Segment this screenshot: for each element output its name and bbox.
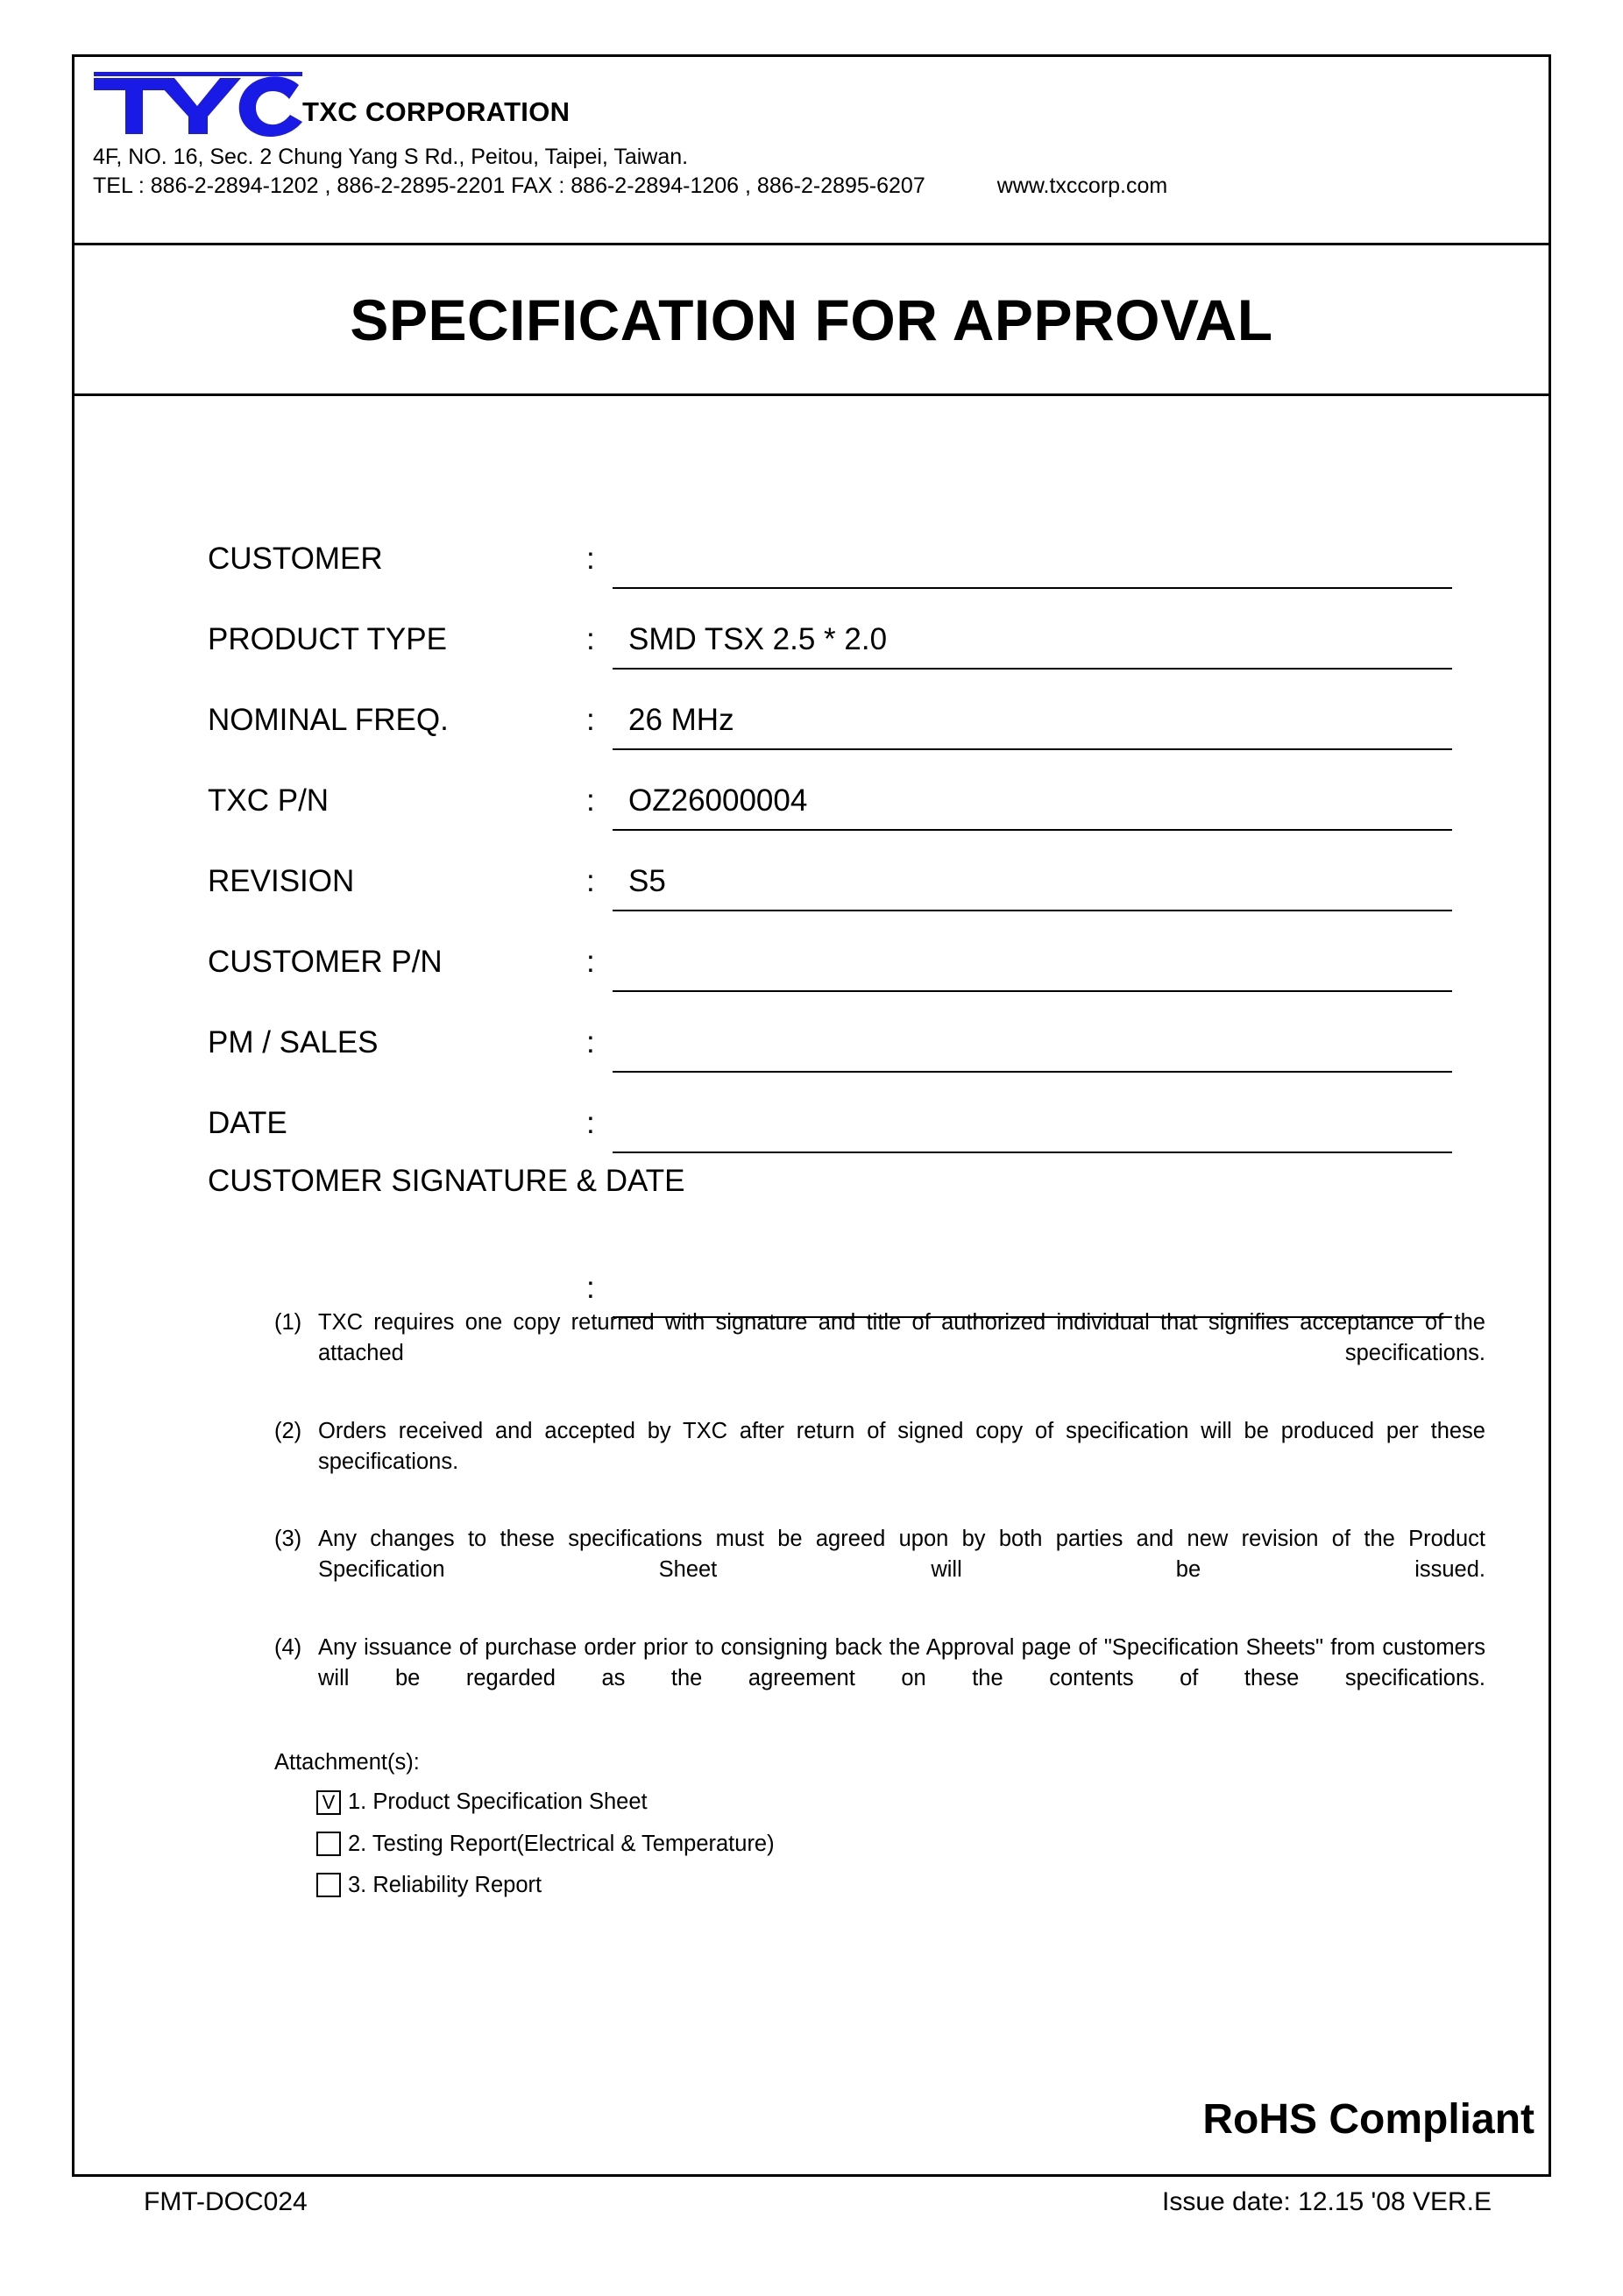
- checkbox-icon[interactable]: [316, 1832, 341, 1856]
- form-label: TXC P/N: [208, 783, 330, 818]
- form-colon: :: [586, 703, 595, 737]
- form-row-product-type: [208, 589, 1452, 670]
- note-number: (2): [274, 1418, 302, 1443]
- form-label: CUSTOMER: [208, 542, 383, 576]
- form-value-date[interactable]: [613, 1106, 1452, 1153]
- form-colon: :: [586, 783, 595, 818]
- footer-doc-id: FMT-DOC024: [144, 2187, 308, 2216]
- terms-notes: [274, 1307, 1485, 1911]
- contact-row: [90, 172, 1533, 201]
- note-item: [274, 1416, 1485, 1509]
- document-frame: [72, 54, 1551, 2177]
- note-item: [274, 1307, 1485, 1400]
- attachments-list: [274, 1787, 1485, 1901]
- form-label: CUSTOMER P/N: [208, 945, 443, 979]
- form-label: PM / SALES: [208, 1025, 379, 1059]
- form-row-pm-sales: [208, 992, 1452, 1073]
- note-text: TXC requires one copy returned with signature and title of authorized individual that signifies acceptance of the attached specifications.: [318, 1310, 1485, 1366]
- form-value-product-type[interactable]: SMD TSX 2.5 * 2.0: [613, 622, 1452, 670]
- form-row-customer-pn: [208, 911, 1452, 992]
- form-value-customer[interactable]: [613, 542, 1452, 589]
- form-colon: :: [586, 1271, 595, 1305]
- attachment-label: 2. Testing Report(Electrical & Temperature): [348, 1831, 775, 1856]
- form-label: NOMINAL FREQ.: [208, 703, 449, 737]
- form-colon: :: [586, 1025, 595, 1059]
- form-row-revision: [208, 831, 1452, 911]
- title-band: [74, 245, 1549, 396]
- document-header: [74, 57, 1549, 245]
- form-row-customer: [208, 508, 1452, 589]
- note-text: Any issuance of purchase order prior to consigning back the Approval page of "Specification Sheets" from customers will be regarded as the agreement on the contents of these specifications.: [318, 1634, 1485, 1690]
- form-label: DATE: [208, 1106, 287, 1140]
- note-item: [274, 1524, 1485, 1617]
- form-value-nominal-freq[interactable]: 26 MHz: [613, 703, 1452, 750]
- form-row-signature: [208, 1234, 1452, 1318]
- company-telephone: TEL : 886-2-2894-1202 , 886-2-2895-2201 FAX : 886-2-2894-1206 , 886-2-2895-6207: [93, 174, 925, 199]
- attachment-item[interactable]: [316, 1787, 1485, 1818]
- note-item: [274, 1633, 1485, 1726]
- form-colon: :: [586, 622, 595, 656]
- form-colon: :: [586, 864, 595, 898]
- note-number: (4): [274, 1634, 302, 1660]
- form-value-txc-pn[interactable]: OZ26000004: [613, 783, 1452, 831]
- footer-issue-date: Issue date: 12.15 '08 VER.E: [1162, 2187, 1492, 2216]
- attachment-item[interactable]: [316, 1829, 1485, 1860]
- form-colon: :: [586, 1106, 595, 1140]
- form-label: PRODUCT TYPE: [208, 622, 447, 656]
- rohs-compliant-badge: RoHS Compliant: [1202, 2096, 1534, 2143]
- attachment-label: 3. Reliability Report: [348, 1872, 542, 1897]
- company-website: www.txccorp.com: [996, 174, 1168, 199]
- customer-signature-label: CUSTOMER SIGNATURE & DATE: [208, 1164, 685, 1198]
- document-footer: [72, 2177, 1551, 2217]
- form-value-pm-sales[interactable]: [613, 1025, 1452, 1073]
- form-colon: :: [586, 945, 595, 979]
- form-value-revision[interactable]: S5: [613, 864, 1452, 911]
- attachments-title: Attachment(s):: [274, 1750, 420, 1775]
- checkbox-icon[interactable]: V: [316, 1790, 341, 1815]
- form-label: REVISION: [208, 864, 355, 898]
- attachment-item[interactable]: [316, 1870, 1485, 1901]
- note-text: Any changes to these specifications must be agreed upon by both parties and new revision of the Product Specification Sheet will be issued.: [318, 1527, 1485, 1583]
- form-row-nominal-freq: [208, 670, 1452, 750]
- note-number: (1): [274, 1310, 302, 1335]
- form-row-txc-pn: [208, 750, 1452, 831]
- page-title: SPECIFICATION FOR APPROVAL: [350, 287, 1273, 352]
- checkbox-icon[interactable]: [316, 1873, 341, 1897]
- document-body: [74, 396, 1549, 2173]
- txc-logo-icon: [90, 67, 311, 143]
- form-value-customer-pn[interactable]: [613, 945, 1452, 992]
- logo-row: [90, 66, 1533, 143]
- form-row-date: [208, 1073, 1452, 1153]
- note-number: (3): [274, 1527, 302, 1552]
- form-colon: :: [586, 542, 595, 576]
- note-text: Orders received and accepted by TXC after return of signed copy of specification will be produced per these specifications.: [318, 1418, 1485, 1474]
- company-name: TXC CORPORATION: [302, 96, 571, 127]
- approval-form: [208, 508, 1452, 1318]
- company-address: 4F, NO. 16, Sec. 2 Chung Yang S Rd., Peitou, Taipei, Taiwan.: [93, 145, 689, 169]
- attachment-label: 1. Product Specification Sheet: [348, 1789, 648, 1815]
